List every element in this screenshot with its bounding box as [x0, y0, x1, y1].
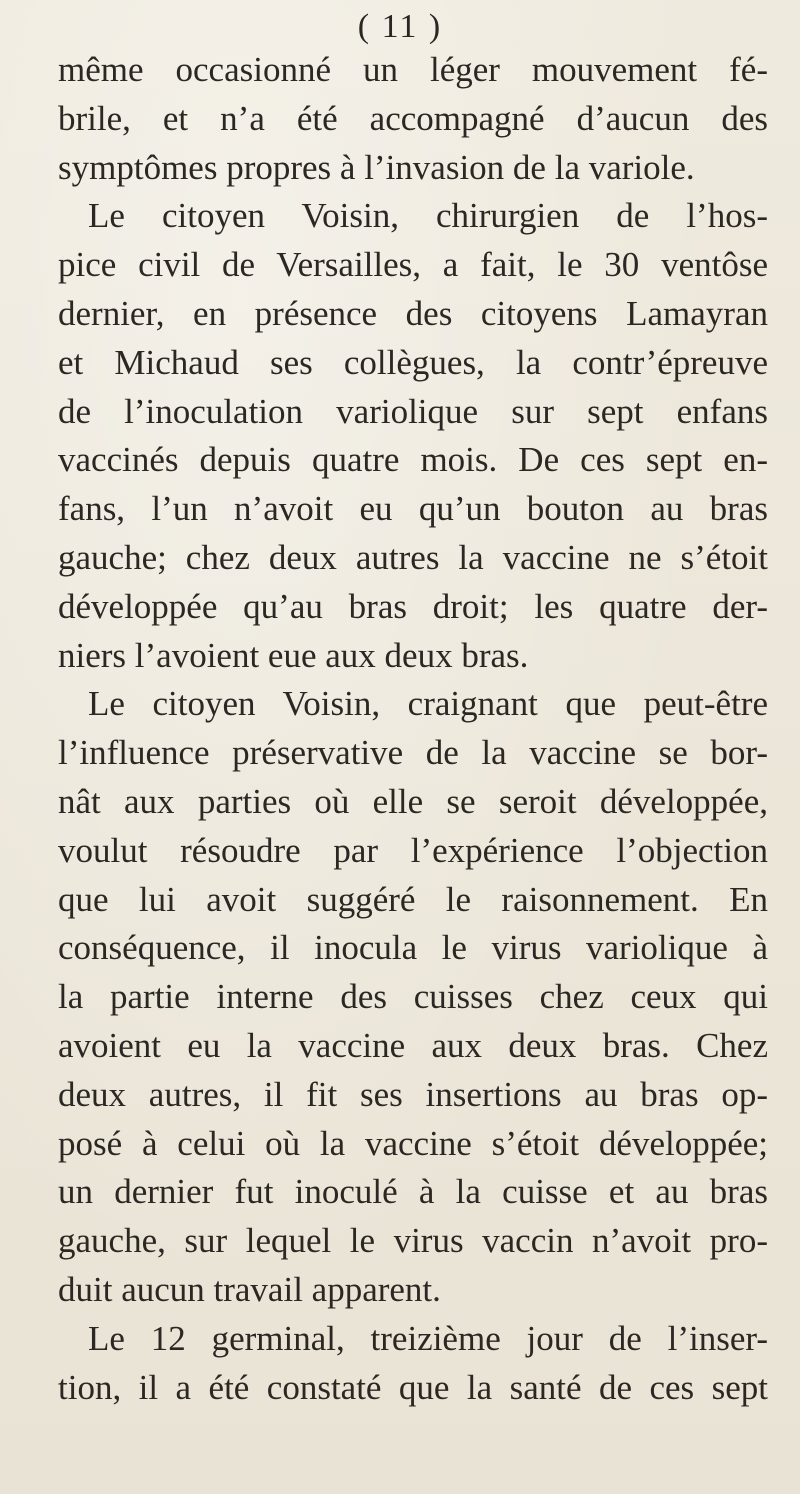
- text-line: tion, il a été constaté que la santé de ces sept: [58, 1367, 768, 1407]
- text-line: un dernier fut inoculé à la cuisse et au bras: [58, 1172, 768, 1212]
- text-line: la partie interne des cuisses chez ceux qui: [58, 977, 768, 1017]
- text-line: nât aux parties où elle se seroit développée,: [58, 781, 768, 821]
- text-line: fans, l’un n’avoit eu qu’un bouton au bras: [58, 489, 768, 529]
- text-line: vaccinés depuis quatre mois. De ces sept en-: [58, 440, 768, 480]
- text-line: développée qu’au bras droit; les quatre der-: [58, 586, 768, 626]
- text-line: de l’inoculation variolique sur sept enfans: [58, 391, 768, 431]
- text-line: deux autres, il fit ses insertions au bras op-: [58, 1074, 768, 1114]
- text-line: brile, et n’a été accompagné d’aucun des: [58, 98, 768, 138]
- text-line: pice civil de Versailles, a fait, le 30 ventôse: [58, 245, 768, 285]
- text-line: duit aucun travail apparent.: [58, 1269, 441, 1309]
- text-line: et Michaud ses collègues, la contr’épreuve: [58, 342, 768, 382]
- text-line: voulut résoudre par l’expérience l’objection: [58, 830, 768, 870]
- text-line: conséquence, il inocula le virus variolique à: [58, 928, 768, 968]
- text-line: que lui avoit suggéré le raisonnement. En: [58, 879, 768, 919]
- text-line: l’influence préservative de la vaccine se bor-: [58, 733, 768, 773]
- text-line: Le 12 germinal, treizième jour de l’inser-: [88, 1318, 768, 1358]
- body-text: [58, 46, 768, 1412]
- text-line: niers l’avoient eue aux deux bras.: [58, 635, 529, 675]
- text-line: Le citoyen Voisin, craignant que peut-être: [88, 684, 768, 724]
- text-line: même occasionné un léger mouvement fé-: [58, 50, 768, 89]
- page-number: ( 11 ): [357, 8, 443, 45]
- text-line: gauche; chez deux autres la vaccine ne s’étoit: [58, 537, 768, 577]
- text-line: Le citoyen Voisin, chirurgien de l’hos-: [88, 196, 768, 236]
- text-line: dernier, en présence des citoyens Lamayran: [58, 293, 768, 333]
- text-line: symptômes propres à l’invasion de la variole.: [58, 147, 695, 187]
- text-line: avoient eu la vaccine aux deux bras. Chez: [58, 1025, 768, 1065]
- text-line: gauche, sur lequel le virus vaccin n’avoit pro-: [58, 1221, 768, 1261]
- text-line: posé à celui où la vaccine s’étoit développée;: [58, 1123, 768, 1163]
